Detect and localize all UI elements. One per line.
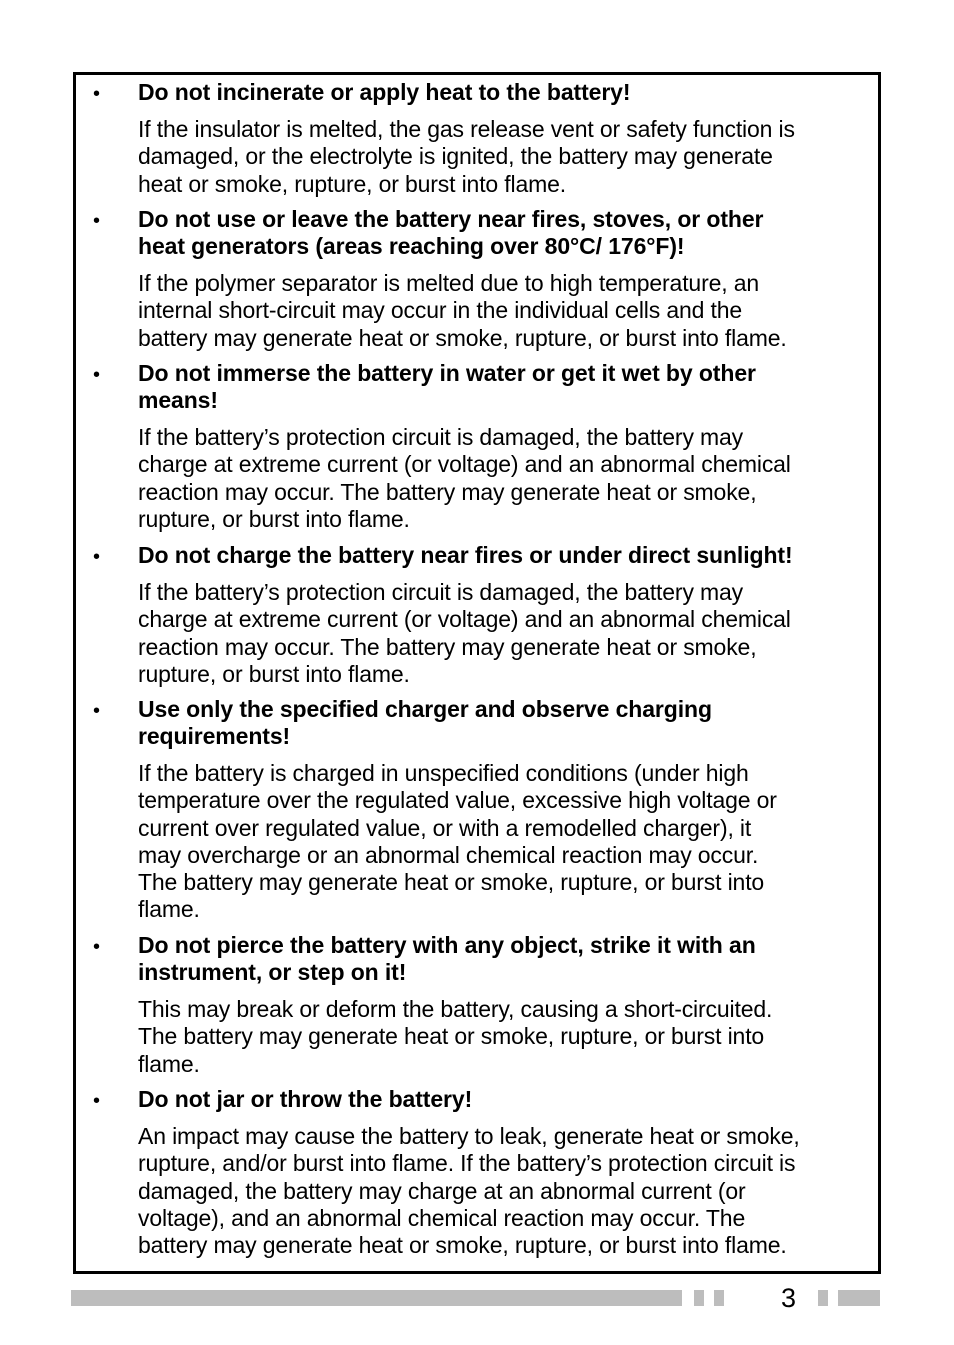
footer-square [818, 1290, 828, 1306]
warning-body: This may break or deform the battery, causing a short-circuited. The battery may generate heat or smoke, rupture, or burst into flame. [138, 996, 773, 1077]
warning-body: An impact may cause the battery to leak, generate heat or smoke, rupture, and/or burst into flame. If the battery’s protection circuit is damaged, the battery may charge at an abnormal current (or voltage), and an abnormal chemical reaction may occur. The battery may generate heat or smoke, rupture, or burst into flame. [138, 1123, 800, 1259]
footer-square [714, 1290, 724, 1306]
bullet: • [93, 1090, 101, 1112]
warning-box [73, 72, 881, 1274]
warning-body: If the polymer separator is melted due to high temperature, an internal short-circuit may occur in the individual cells and the battery may generate heat or smoke, rupture, or burst into flame. [138, 270, 787, 351]
bullet: • [93, 546, 101, 568]
warning-body: If the battery is charged in unspecified conditions (under high temperature over the regulated value, excessive high voltage or current over regulated value, or with a remodelled charger), it may overcharge or an abnormal chemical reaction may occur. The battery may generate heat or smoke, rupture, or burst into flame. [138, 760, 777, 923]
page-number: 3 [781, 1283, 797, 1313]
bullet: • [93, 210, 101, 232]
bullet: • [93, 700, 101, 722]
bullet: • [93, 364, 101, 386]
warning-heading: Do not jar or throw the battery! [138, 1086, 473, 1112]
warning-heading: Use only the specified charger and observe charging requirements! [138, 696, 712, 749]
warning-heading: Do not incinerate or apply heat to the battery! [138, 79, 631, 105]
warning-body: If the battery’s protection circuit is damaged, the battery may charge at extreme current (or voltage) and an abnormal chemical reaction may occur. The battery may generate heat or smoke, rupture, or burst into flame. [138, 579, 791, 687]
warning-heading: Do not pierce the battery with any object, strike it with an instrument, or step on it! [138, 932, 756, 985]
bullet: • [93, 83, 101, 105]
bullet: • [93, 936, 101, 958]
warning-heading: Do not use or leave the battery near fires, stoves, or other heat generators (areas reaching over 80°C/ 176°F)! [138, 206, 764, 259]
warning-body: If the insulator is melted, the gas release vent or safety function is damaged, or the electrolyte is ignited, the battery may generate heat or smoke, rupture, or burst into flame. [138, 116, 795, 197]
warning-heading: Do not immerse the battery in water or get it wet by other means! [138, 360, 756, 413]
warning-heading: Do not charge the battery near fires or under direct sunlight! [138, 542, 793, 568]
warning-body: If the battery’s protection circuit is damaged, the battery may charge at extreme current (or voltage) and an abnormal chemical reaction may occur. The battery may generate heat or smoke, rupture, or burst into flame. [138, 424, 791, 532]
footer-square [694, 1290, 704, 1306]
footer-bar-right [838, 1290, 880, 1306]
footer-bar-left [71, 1290, 682, 1306]
